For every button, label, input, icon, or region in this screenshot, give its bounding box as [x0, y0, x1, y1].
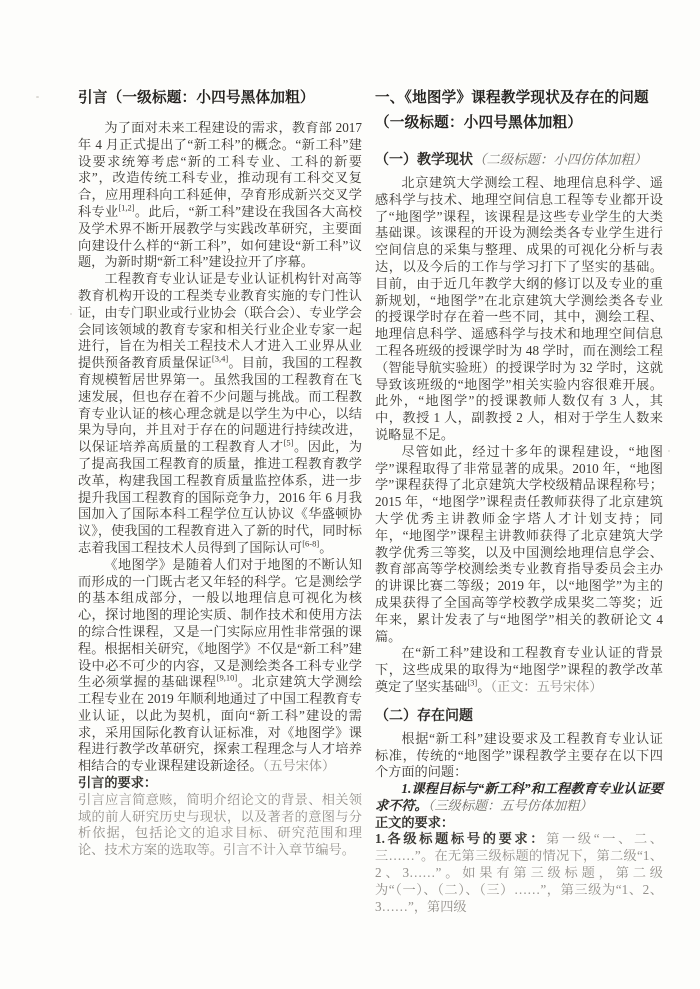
teaching-status-paragraph-3: [375, 645, 663, 695]
body-requirements-note-lead: 1.各级标题标号的要求：: [375, 831, 547, 847]
section1-heading-line1: 一、《地图学》课程教学现状及存在的问题: [375, 90, 649, 106]
scan-speck: [668, 450, 670, 452]
problem-item-1-title: 1.课程目标与“新工科”和工程教育专业认证要求不符。: [375, 781, 663, 813]
subsection-problems-heading: [375, 708, 663, 725]
section1-heading-line2: （一级标题：小四号黑体加粗）: [375, 115, 583, 131]
font-annotation-songti: （五号宋体）: [262, 758, 336, 774]
intro-paragraph-1: 为了面对未来工程建设的需求，教育部 2017 年 4 月正式提出了“新工科”的概念。“新工科”建设要求统筹考虑“新的工科专业、工科的新要求”，改造传统工科专业，推动现有工科交叉复合，应用理科向工科延伸，孕育形成新兴交叉学科专业[1,2]。此后，“新工科”建设在我国各大高校及学术界不断开展教学与实践改革研究，主要面向建设什么样的“新工科”，如何建设“新工科”议题，为新时期“新工科”建设拉开了序幕。: [78, 120, 362, 270]
left-column: [78, 86, 362, 915]
intro-paragraph-2: 工程教育专业认证是专业认证机构针对高等教育机构开设的工程类专业教育实施的专门性认证，由专门职业或行业协会（联合会）、专业学会会同该领域的教育专家和相关行业企业专家一起进行，旨在为相关工程技术人才进入工业界从业提供预备教育质量保证[3,4]。目前，我国的工程教育规模暂居世界第一。虽然我国的工程教育在飞速发展，但也存在着不少问题与挑战。而工程教育专业认证的核心理念就是以学生为中心，以结果为导向，并且对于存在的问题进行持续改进，以保证培养高质量的工程教育人才[5]。因此，为了提高我国工程教育的质量，推进工程教育教学改革，构建我国工程教育质量监控体系，进一步提升我国工程教育的国际竞争力，2016 年 6 月我国加入了国际本科工程学位互认协议《华盛顿协议》，使我国的工程教育进入了新的时代，同时标志着我国工程技术人员得到了国际认可[6-8]。: [78, 271, 363, 555]
intro-requirements-note: 引言应言简意赅，简明介绍论文的背景、相关领域的前人研究历史与现状，以及著者的意图与分析依据，包括论文的追求目标、研究范围和理论、技术方案的选取等。引言不计入章节编号。: [78, 791, 362, 858]
teaching-status-paragraph-2: 尽管如此，经过十多年的课程建设，“地图学”课程取得了非常显著的成果。2010 年，“地图学”课程获得了北京建筑大学校级精品课程称号；2015 年，“地图学”课程责任教师获得了北京建筑大学优秀主讲教师金字塔人才计划支持；同年，“地图学”课程主讲教师获得了北京建筑大学教学优秀三等奖，以及中国测绘地理信息学会、教育部高等学校测绘类专业教育指导委员会主办的讲课比赛二等级；2019 年，以“地图学”为主的成果获得了全国高等学校教学成果奖二等奖；近年来，累计发表了与“地图学”相关的教研论文 4 篇。: [375, 443, 663, 644]
intro-paragraph-3-text: 《地图学》是随着人们对于地图的不断认知而形成的一门既古老又年轻的科学。它是测绘学的基本组成部分，一般以地理信息可视化为核心，探讨地图的理论实质、制作技术和使用方法的综合性课程，又是一门实际应用性非常强的课程。根据相关研究，《地图学》不仅是“新工科”建设中必不可少的内容，又是测绘类各工科专业学生必须掌握的基础课程[9,10]。北京建筑大学测绘工程专业在 2019 年顺利地通过了中国工程教育专业认证，以此为契机，面向“新工科”建设的需求，采用国际化教育认证标准，对《地图学》课程进行教学改革研究，探索工程理念与人才培养相结合的专业课程建设新途径。: [78, 556, 363, 774]
subsection-teaching-status-heading: [375, 151, 663, 169]
subsection-teaching-status-title: （一）教学现状: [375, 153, 473, 168]
problem-item-1-heading: [375, 781, 663, 815]
heading-level3-annotation: （三级标题：五号仿体加粗）: [427, 797, 593, 813]
subsection-problems-title: （二）存在问题: [375, 708, 473, 724]
problems-paragraph-1: 根据“新工科”建设要求及工程教育专业认证标准，传统的“地图学”课程教学主要存在以下四个方面的问题：: [375, 730, 663, 780]
body-requirements-heading: 正文的要求：: [375, 814, 455, 830]
teaching-status-paragraph-1: 北京建筑大学测绘工程、地理信息科学、遥感科学与技术、地理空间信息工程等专业都开设了“地图学”课程，该课程是这些专业学生的大类基础课。该课程的开设为测绘类各专业学生进行空间信息的采集与整理、成果的可视化分析与表达，以及今后的工作与学习打下了坚实的基础。目前，由于近几年教学大纲的修订以及专业的重新规划，“地图学”在北京建筑大学测绘类各专业的授课学时存在着一些不同，其中，测绘工程、地理信息科学、遥感科学与技术和地理空间信息工程各班级的授课学时为 48 学时，而在测绘工程（智能导航实验班）的授课学时为 32 学时，这就导致该班级的“地图学”相关实验内容很难开展。此外，“地图学”的授课教师人数仅有 3 人，其中，教授 1 人，副教授 2 人，相对于学生人数来说略显不足。: [375, 175, 663, 442]
scan-speck: [36, 96, 39, 98]
two-column-layout: [78, 86, 663, 915]
right-column: [375, 86, 663, 915]
body-requirements-note: [375, 831, 663, 915]
intro-heading: 引言（一级标题：小四号黑体加粗）: [78, 90, 315, 106]
heading-level2-annotation: （二级标题：小四仿体加粗）: [473, 152, 648, 167]
font-annotation-body-songti: （正文：五号宋体）: [490, 678, 603, 694]
section1-heading: [375, 86, 663, 136]
intro-paragraph-3: [78, 557, 362, 775]
body-requirements-note-text: 第一级“一、二、三……”。在无第三级标题的情况下，第二级“1、2、3……”。如果有第三级标题，第二级为“（一）、（二）、（三）……”，第三级为“1、2、3……”，第四级: [375, 831, 663, 914]
intro-requirements-heading: 引言的要求：: [78, 775, 158, 791]
scan-speck: [70, 313, 72, 315]
teaching-status-paragraph-3-text: 在“新工科”建设和工程教育专业认证的背景下，这些成果的取得为“地图学”课程的教学改革奠定了坚实基础[3]。: [375, 645, 663, 694]
